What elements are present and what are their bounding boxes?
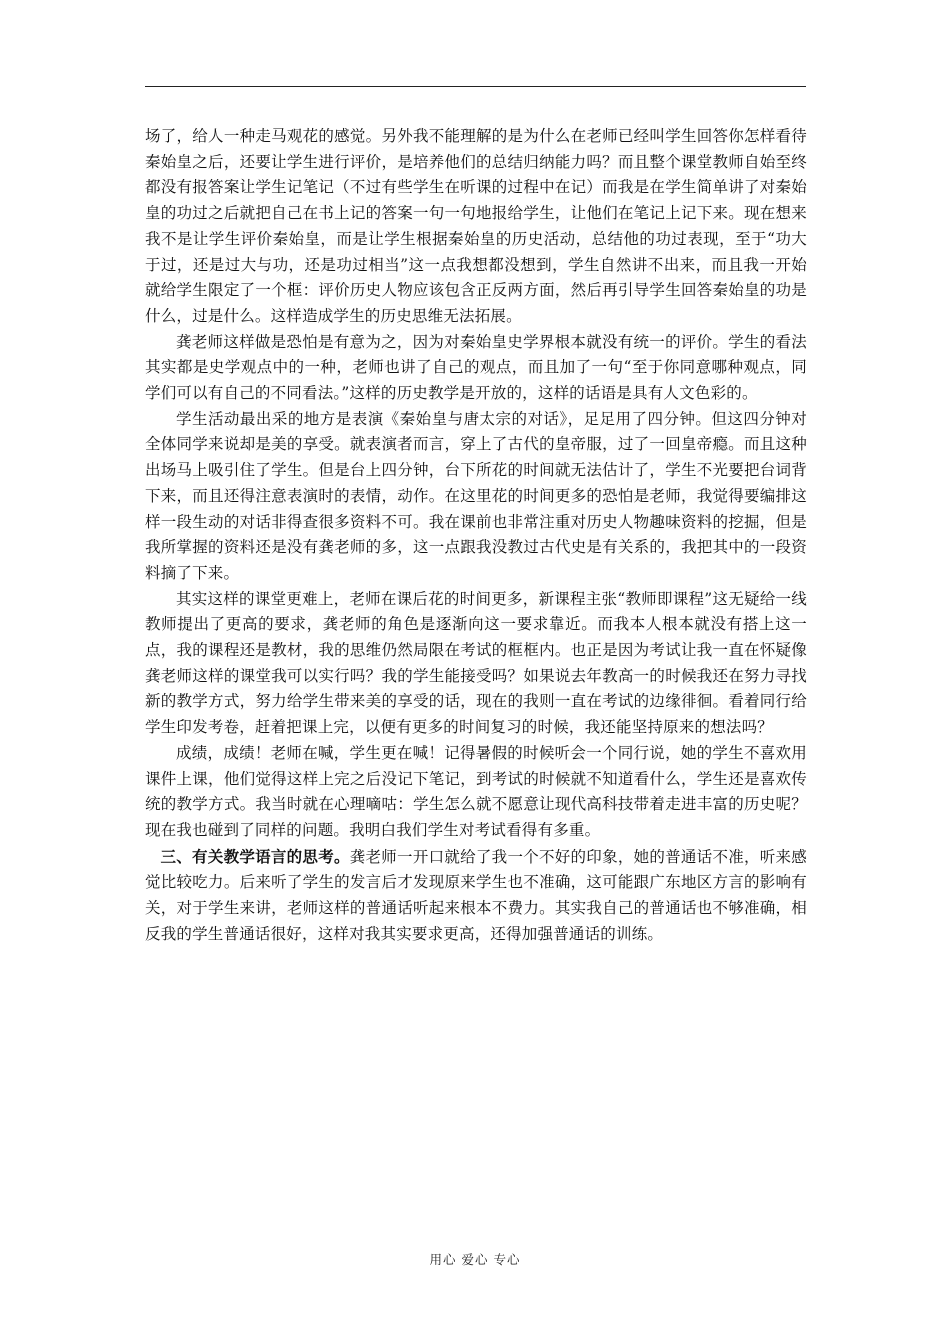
paragraph-grades: 成绩，成绩！老师在喊，学生更在喊！记得暑假的时候听会一个同行说，她的学生不喜欢用课件上课，他们觉得这样上完之后没记下笔记，到考试的时候就不知道看什么，学生还是喜欢传统的教学方式。我当时就在心理嘀咕：学生怎么就不愿意让现代高科技带着走进丰富的历史呢？现在我也碰到了同样的问题。我明白我们学生对考试看得有多重。 bbox=[145, 743, 807, 839]
paragraph-student-activity: 学生活动最出采的地方是表演《秦始皇与唐太宗的对话》，足足用了四分钟。但这四分钟对全体同学来说却是美的享受。就表演者而言，穿上了古代的皇帝服，过了一回皇帝瘾。而且这种出场马上吸引住了学生。但是台上四分钟，台下所花的时间就无法估计了，学生不光要把台词背下来，而且还得注意表演时的表情，动作。在这里花的时间更多的恐怕是老师，我觉得要编排这样一段生动的对话非得查很多资料不可。我在课前也非常注重对历史人物趣味资料的挖掘，但是我所掌握的资料还是没有龚老师的多，这一点跟我没教过古代史是有关系的，我把其中的一段资料摘了下来。 bbox=[145, 409, 807, 582]
paragraph-harder-class: 其实这样的课堂更难上，老师在课后花的时间更多，新课程主张“教师即课程”这无疑给一线教师提出了更高的要求，龚老师的角色是逐渐向这一要求靠近。而我本人根本就没有搭上这一点，我的课程还是教材，我的思维仍然局限在考试的框框内。也正是因为考试让我一直在怀疑像龚老师这样的课堂我可以实行吗？我的学生能接受吗？如果说去年教高一的时候我还在努力寻找新的教学方式，努力给学生带来美的享受的话，现在的我则一直在考试的边缘徘徊。看着同行给学生印发考卷，赶着把课上完，以便有更多的时间复习的时候，我还能坚持原来的想法吗？ bbox=[145, 589, 807, 737]
section-heading: 三、有关教学语言的思考。 bbox=[160, 846, 350, 866]
header-rule bbox=[145, 86, 806, 87]
section-three-paragraph bbox=[145, 844, 807, 948]
section-text: 龚老师一开口就给了我一个不好的印象，她的普通话不准，听来感觉比较吃力。后来听了学生的发言后才发现原来学生也不准确，这可能跟广东地区方言的影响有关，对于学生来讲，老师这样的普通话听起来根本不费力。其实我自己的普通话也不够准确，相反我的学生普通话很好，这样对我其实要求更高，还得加强普通话的训练。 bbox=[145, 847, 807, 943]
document-body bbox=[145, 124, 807, 948]
paragraph-continuation: 场了，给人一种走马观花的感觉。另外我不能理解的是为什么在老师已经叫学生回答你怎样看待秦始皇之后，还要让学生进行评价，是培养他们的总结归纳能力吗？而且整个课堂教师自始至终都没有报答案让学生记笔记（不过有些学生在听课的过程中在记）而我是在学生简单讲了对秦始皇的功过之后就把自己在书上记的答案一句一句地报给学生，让他们在笔记上记下来。现在想来我不是让学生评价秦始皇，而是让学生根据秦始皇的历史活动，总结他的功过表现，至于“功大于过，还是过大与功，还是功过相当”这一点我想都没想到，学生自然讲不出来，而且我一开始就给学生限定了一个框：评价历史人物应该包含正反两方面，然后再引导学生回答秦始皇的功是什么，过是什么。这样造成学生的历史思维无法拓展。 bbox=[145, 127, 807, 325]
paragraph-gong-intent: 龚老师这样做是恐怕是有意为之，因为对秦始皇史学界根本就没有统一的评价。学生的看法其实都是史学观点中的一种，老师也讲了自己的观点，而且加了一句“至于你同意哪种观点，同学们可以有自己的不同看法。”这样的历史教学是开放的，这样的话语是具有人文色彩的。 bbox=[145, 332, 807, 403]
page-footer: 用心 爱心 专心 bbox=[429, 1252, 521, 1267]
